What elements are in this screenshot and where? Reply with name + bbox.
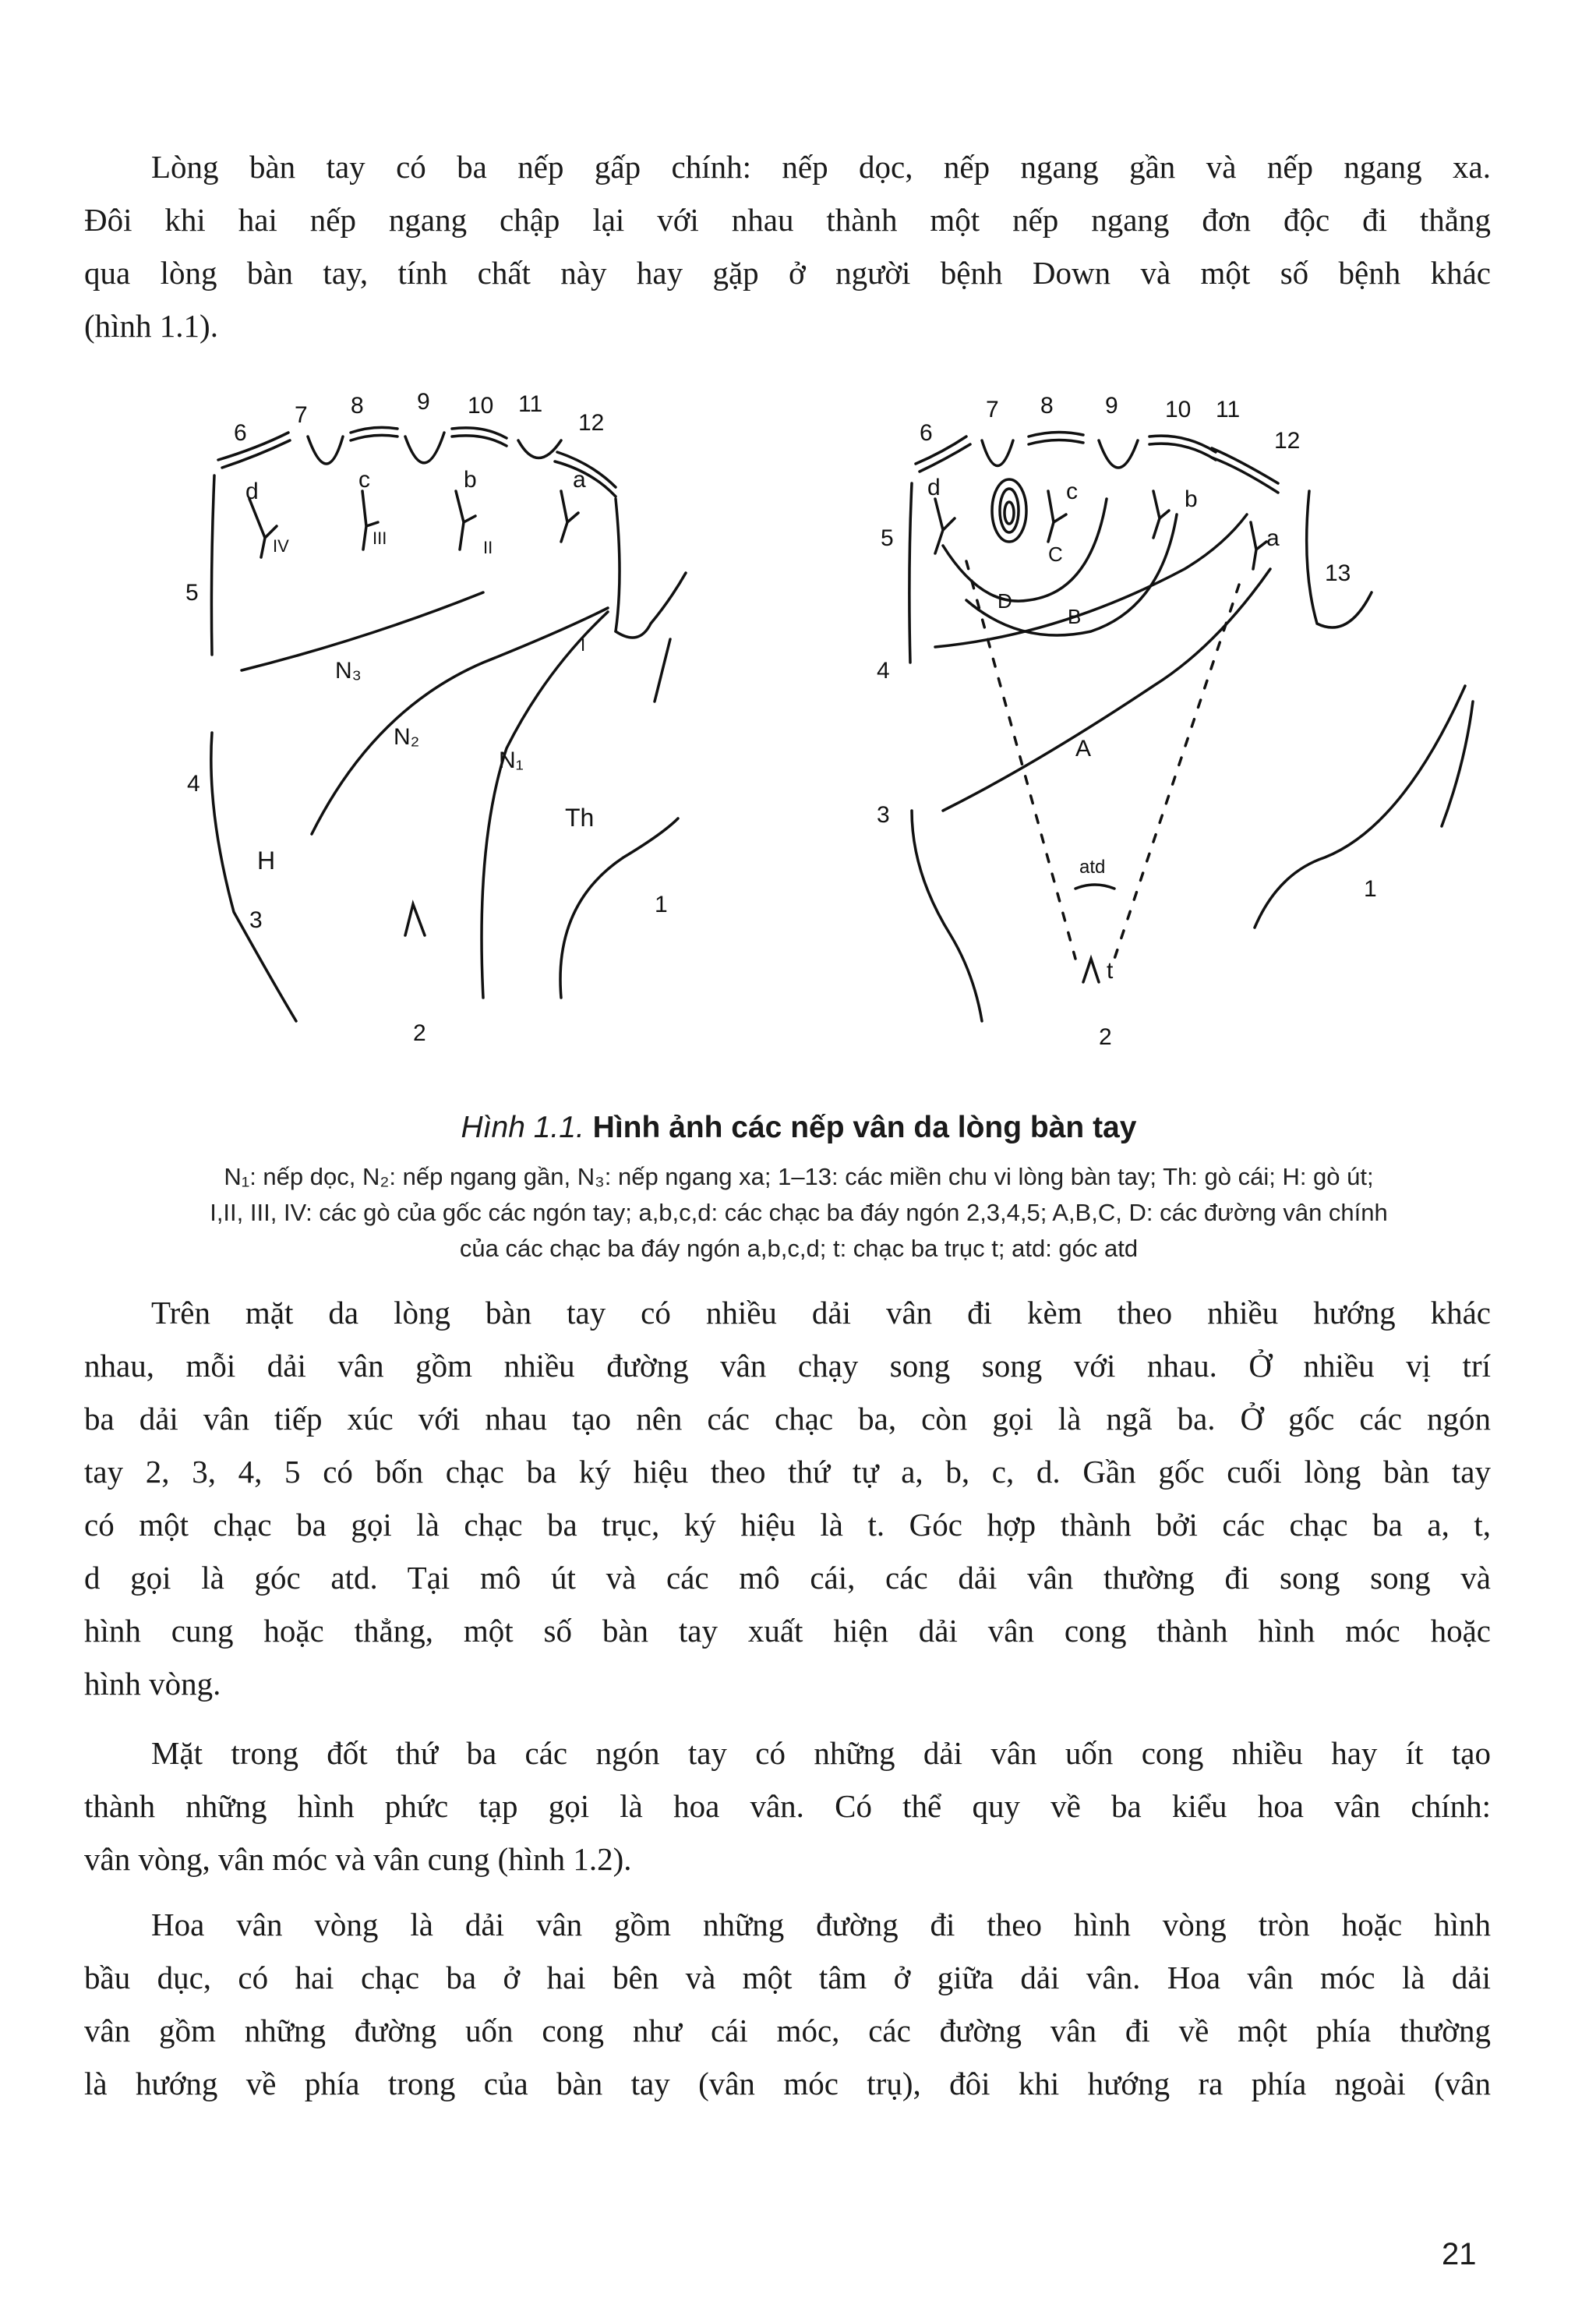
text-line: hình vòng. bbox=[84, 1666, 221, 1702]
svg-text:IV: IV bbox=[273, 536, 289, 556]
svg-text:Th: Th bbox=[565, 804, 595, 832]
svg-text:atd: atd bbox=[1079, 857, 1106, 878]
svg-text:d: d bbox=[245, 479, 259, 504]
svg-text:5: 5 bbox=[881, 525, 894, 551]
svg-text:4: 4 bbox=[187, 771, 200, 797]
svg-text:B: B bbox=[1068, 605, 1082, 628]
figure-number: Hình 1.1. bbox=[461, 1111, 584, 1144]
text-line: nhau, mỗi dải vân gồm nhiều đường vân chạy song song với nhau. Ở nhiều vị trí bbox=[84, 1348, 1491, 1384]
svg-text:I: I bbox=[581, 635, 586, 655]
svg-text:H: H bbox=[257, 847, 276, 875]
page-number: 21 bbox=[1442, 2237, 1477, 2271]
svg-text:7: 7 bbox=[986, 397, 999, 422]
svg-text:b: b bbox=[464, 467, 477, 493]
text-line: d gọi là góc atd. Tại mô út và các mô cái, các dải vân thường đi song song và bbox=[84, 1560, 1491, 1596]
text-line: có một chạc ba gọi là chạc ba trục, ký hiệu là t. Góc hợp thành bởi các chạc ba a, t, bbox=[84, 1507, 1491, 1543]
text-line: Mặt trong đốt thứ ba các ngón tay có những dải vân uốn cong nhiều hay ít tạo bbox=[151, 1735, 1491, 1771]
text-line: Lòng bàn tay có ba nếp gấp chính: nếp dọc, nếp ngang gần và nếp ngang xa. bbox=[151, 149, 1491, 185]
svg-text:11: 11 bbox=[1216, 397, 1241, 422]
svg-text:11: 11 bbox=[518, 391, 543, 417]
text-line: vân gồm những đường uốn cong như cái móc, các đường vân đi về một phía thường bbox=[84, 2013, 1491, 2048]
svg-text:c: c bbox=[358, 467, 370, 493]
svg-text:t: t bbox=[1107, 958, 1114, 984]
svg-text:13: 13 bbox=[1325, 560, 1351, 586]
svg-text:10: 10 bbox=[1165, 397, 1192, 422]
svg-text:9: 9 bbox=[1105, 393, 1118, 419]
svg-text:3: 3 bbox=[877, 802, 890, 828]
figure-palm-creases bbox=[0, 374, 1596, 1091]
svg-text:8: 8 bbox=[1040, 393, 1054, 419]
palm-diagrams bbox=[0, 374, 1596, 1091]
svg-text:a: a bbox=[1266, 525, 1280, 551]
svg-text:12: 12 bbox=[1274, 428, 1301, 454]
text-line: qua lòng bàn tay, tính chất này hay gặp ở người bệnh Down và một số bệnh khác bbox=[84, 255, 1491, 291]
paragraph-ridges bbox=[84, 1286, 1491, 1710]
svg-text:d: d bbox=[927, 475, 941, 500]
svg-text:8: 8 bbox=[351, 393, 364, 419]
svg-text:12: 12 bbox=[578, 410, 605, 436]
svg-text:c: c bbox=[1066, 479, 1078, 504]
paragraph-patterns bbox=[84, 1727, 1491, 1886]
svg-text:a: a bbox=[573, 467, 586, 493]
svg-text:III: III bbox=[373, 528, 387, 548]
text-line: hình cung hoặc thẳng, một số bàn tay xuất hiện dải vân cong thành hình móc hoặc bbox=[84, 1613, 1491, 1649]
text-line: Trên mặt da lòng bàn tay có nhiều dải vân đi kèm theo nhiều hướng khác bbox=[151, 1295, 1491, 1331]
text-line: bầu dục, có hai chạc ba ở hai bên và một tâm ở giữa dải vân. Hoa vân móc là dải bbox=[84, 1960, 1491, 1995]
svg-text:6: 6 bbox=[920, 420, 933, 446]
svg-text:1: 1 bbox=[1364, 876, 1377, 902]
svg-text:2: 2 bbox=[413, 1020, 426, 1046]
figure-caption-line: I,II, III, IV: các gò của gốc các ngón tay; a,b,c,d: các chạc ba đáy ngón 2,3,4,5; A,B,C, D: các đường vân chính bbox=[210, 1199, 1388, 1226]
svg-text:4: 4 bbox=[877, 658, 890, 684]
paragraph-intro bbox=[84, 140, 1491, 352]
text-line: tay 2, 3, 4, 5 có bốn chạc ba ký hiệu theo thứ tự a, b, c, d. Gần gốc cuối lòng bàn tay bbox=[84, 1454, 1491, 1490]
paragraph-whorl-loop bbox=[84, 1898, 1491, 2110]
svg-text:5: 5 bbox=[185, 580, 199, 606]
svg-text:b: b bbox=[1185, 486, 1198, 512]
text-line: là hướng về phía trong của bàn tay (vân móc trụ), đôi khi hướng ra phía ngoài (vân bbox=[84, 2066, 1491, 2101]
figure-caption-line: của các chạc ba đáy ngón a,b,c,d; t: chạc ba trục t; atd: góc atd bbox=[459, 1235, 1139, 1262]
svg-text:9: 9 bbox=[417, 389, 430, 415]
text-line: vân vòng, vân móc và vân cung (hình 1.2). bbox=[84, 1841, 632, 1877]
svg-text:D: D bbox=[998, 589, 1012, 613]
figure-caption-title bbox=[117, 1111, 1481, 1145]
svg-text:II: II bbox=[483, 538, 493, 557]
svg-text:10: 10 bbox=[468, 393, 494, 419]
svg-text:N₃: N₃ bbox=[335, 658, 362, 684]
svg-text:6: 6 bbox=[234, 420, 247, 446]
svg-text:N₂: N₂ bbox=[394, 724, 420, 750]
svg-text:1: 1 bbox=[655, 892, 668, 917]
text-line: Hoa vân vòng là dải vân gồm những đường đi theo hình vòng tròn hoặc hình bbox=[151, 1907, 1491, 1942]
figure-caption-line: N₁: nếp dọc, N₂: nếp ngang gần, N₃: nếp ngang xa; 1–13: các miền chu vi lòng bàn tay; Th: gò cái; H: gò út; bbox=[224, 1163, 1374, 1190]
svg-text:C: C bbox=[1048, 543, 1063, 566]
svg-text:7: 7 bbox=[295, 402, 308, 428]
text-line: Đôi khi hai nếp ngang chập lại với nhau thành một nếp ngang đơn độc đi thẳng bbox=[84, 202, 1491, 238]
figure-title: Hình ảnh các nếp vân da lòng bàn tay bbox=[584, 1111, 1137, 1144]
text-line: thành những hình phức tạp gọi là hoa vân. Có thể quy về ba kiểu hoa vân chính: bbox=[84, 1788, 1491, 1824]
text-line: (hình 1.1). bbox=[84, 308, 218, 344]
svg-text:2: 2 bbox=[1099, 1024, 1112, 1050]
text-line: ba dải vân tiếp xúc với nhau tạo nên các chạc ba, còn gọi là ngã ba. Ở gốc các ngón bbox=[84, 1401, 1491, 1437]
svg-text:N₁: N₁ bbox=[499, 748, 524, 773]
svg-text:3: 3 bbox=[249, 907, 263, 933]
svg-text:A: A bbox=[1075, 736, 1092, 762]
